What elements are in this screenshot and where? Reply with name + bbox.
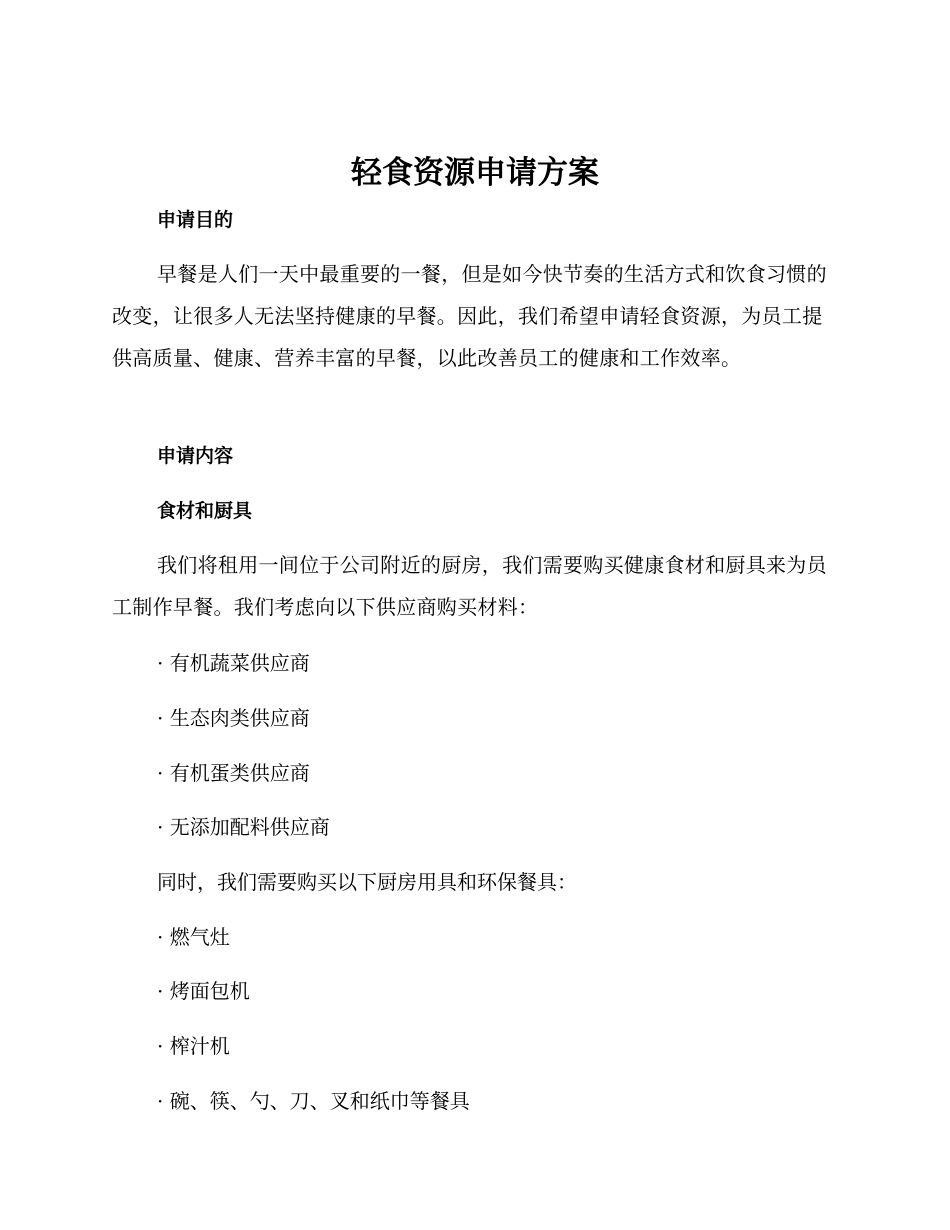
- equipment-item: · 燃气灶: [157, 925, 230, 949]
- purpose-paragraph: 早餐是人们一天中最重要的一餐，但是如今快节奏的生活方式和饮食习惯的改变，让很多人无法坚持健康的早餐。因此，我们希望申请轻食资源，为员工提供高质量、健康、营养丰富的早餐，以此改善员工的健康和工作效率。: [112, 262, 827, 370]
- supplier-item: · 有机蔬菜供应商: [157, 651, 310, 675]
- supplier-item: · 有机蛋类供应商: [157, 761, 310, 785]
- supplier-item: · 无添加配料供应商: [157, 815, 330, 839]
- ingredients-paragraph: 我们将租用一间位于公司附近的厨房，我们需要购买健康食材和厨具来为员工制作早餐。我们考虑向以下供应商购买材料：: [112, 553, 827, 619]
- equipment-intro: 同时，我们需要购买以下厨房用具和环保餐具：: [157, 870, 577, 894]
- equipment-item: · 烤面包机: [157, 979, 250, 1003]
- document-title: 轻食资源申请方案: [351, 155, 599, 191]
- ingredients-subheading: 食材和厨具: [157, 500, 253, 522]
- equipment-item: · 榨汁机: [157, 1034, 230, 1058]
- content-heading: 申请内容: [157, 445, 234, 467]
- supplier-item: · 生态肉类供应商: [157, 706, 310, 730]
- purpose-heading: 申请目的: [157, 209, 234, 231]
- equipment-item: · 碗、筷、勺、刀、叉和纸巾等餐具: [157, 1089, 470, 1113]
